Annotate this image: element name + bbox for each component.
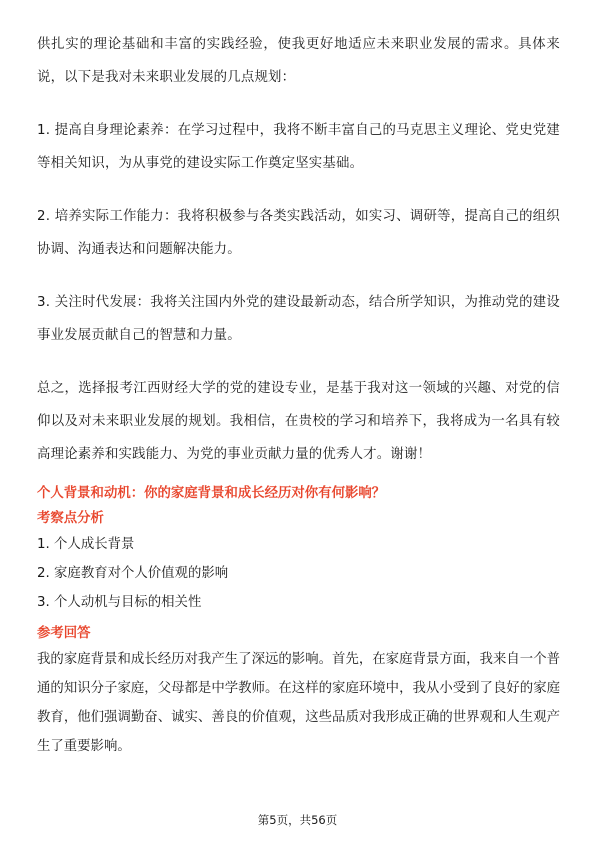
plan-item-2: 2. 培养实际工作能力：我将积极参与各类实践活动，如实习、调研等，提高自己的组织协调、沟通表达和问题解决能力。 (37, 209, 560, 257)
plan-item-1: 1. 提高自身理论素养：在学习过程中，我将不断丰富自己的马克思主义理论、党史党建等相关知识，为从事党的建设实际工作奠定坚实基础。 (37, 123, 560, 171)
page-content (37, 28, 560, 761)
page-number: 第5页，共56页 (257, 813, 338, 827)
plan-item-3: 3. 关注时代发展：我将关注国内外党的建设最新动态，结合所学知识，为推动党的建设事业发展贡献自己的智慧和力量。 (37, 295, 560, 343)
analysis-point-3: 3. 个人动机与目标的相关性 (37, 595, 202, 610)
analysis-point-2: 2. 家庭教育对个人价值观的影响 (37, 566, 229, 581)
intro-paragraph: 供扎实的理论基础和丰富的实践经验，使我更好地适应未来职业发展的需求。具体来说，以下是我对未来职业发展的几点规划： (37, 37, 560, 85)
spacer (37, 352, 560, 372)
conclusion-paragraph: 总之，选择报考江西财经大学的党的建设专业，是基于我对这一领域的兴趣、对党的信仰以及对未来职业发展的规划。我相信，在贵校的学习和培养下，我将成为一名具有较高理论素养和实践能力、为党的事业贡献力量的优秀人才。谢谢！ (37, 381, 560, 462)
analysis-point-1: 1. 个人成长背景 (37, 537, 135, 552)
spacer (37, 94, 560, 114)
spacer (37, 266, 560, 286)
answer-paragraph: 我的家庭背景和成长经历对我产生了深远的影响。首先，在家庭背景方面，我来自一个普通的知识分子家庭，父母都是中学教师。在这样的家庭环境中，我从小受到了良好的家庭教育，他们强调勤奋、诚实、善良的价值观，这些品质对我形成正确的世界观和人生观产生了重要影响。 (37, 652, 560, 754)
spacer (37, 180, 560, 200)
answer-heading: 参考回答 (37, 626, 91, 641)
question-title: 个人背景和动机：你的家庭背景和成长经历对你有何影响？ (37, 486, 386, 501)
analysis-heading: 考察点分析 (37, 511, 104, 526)
